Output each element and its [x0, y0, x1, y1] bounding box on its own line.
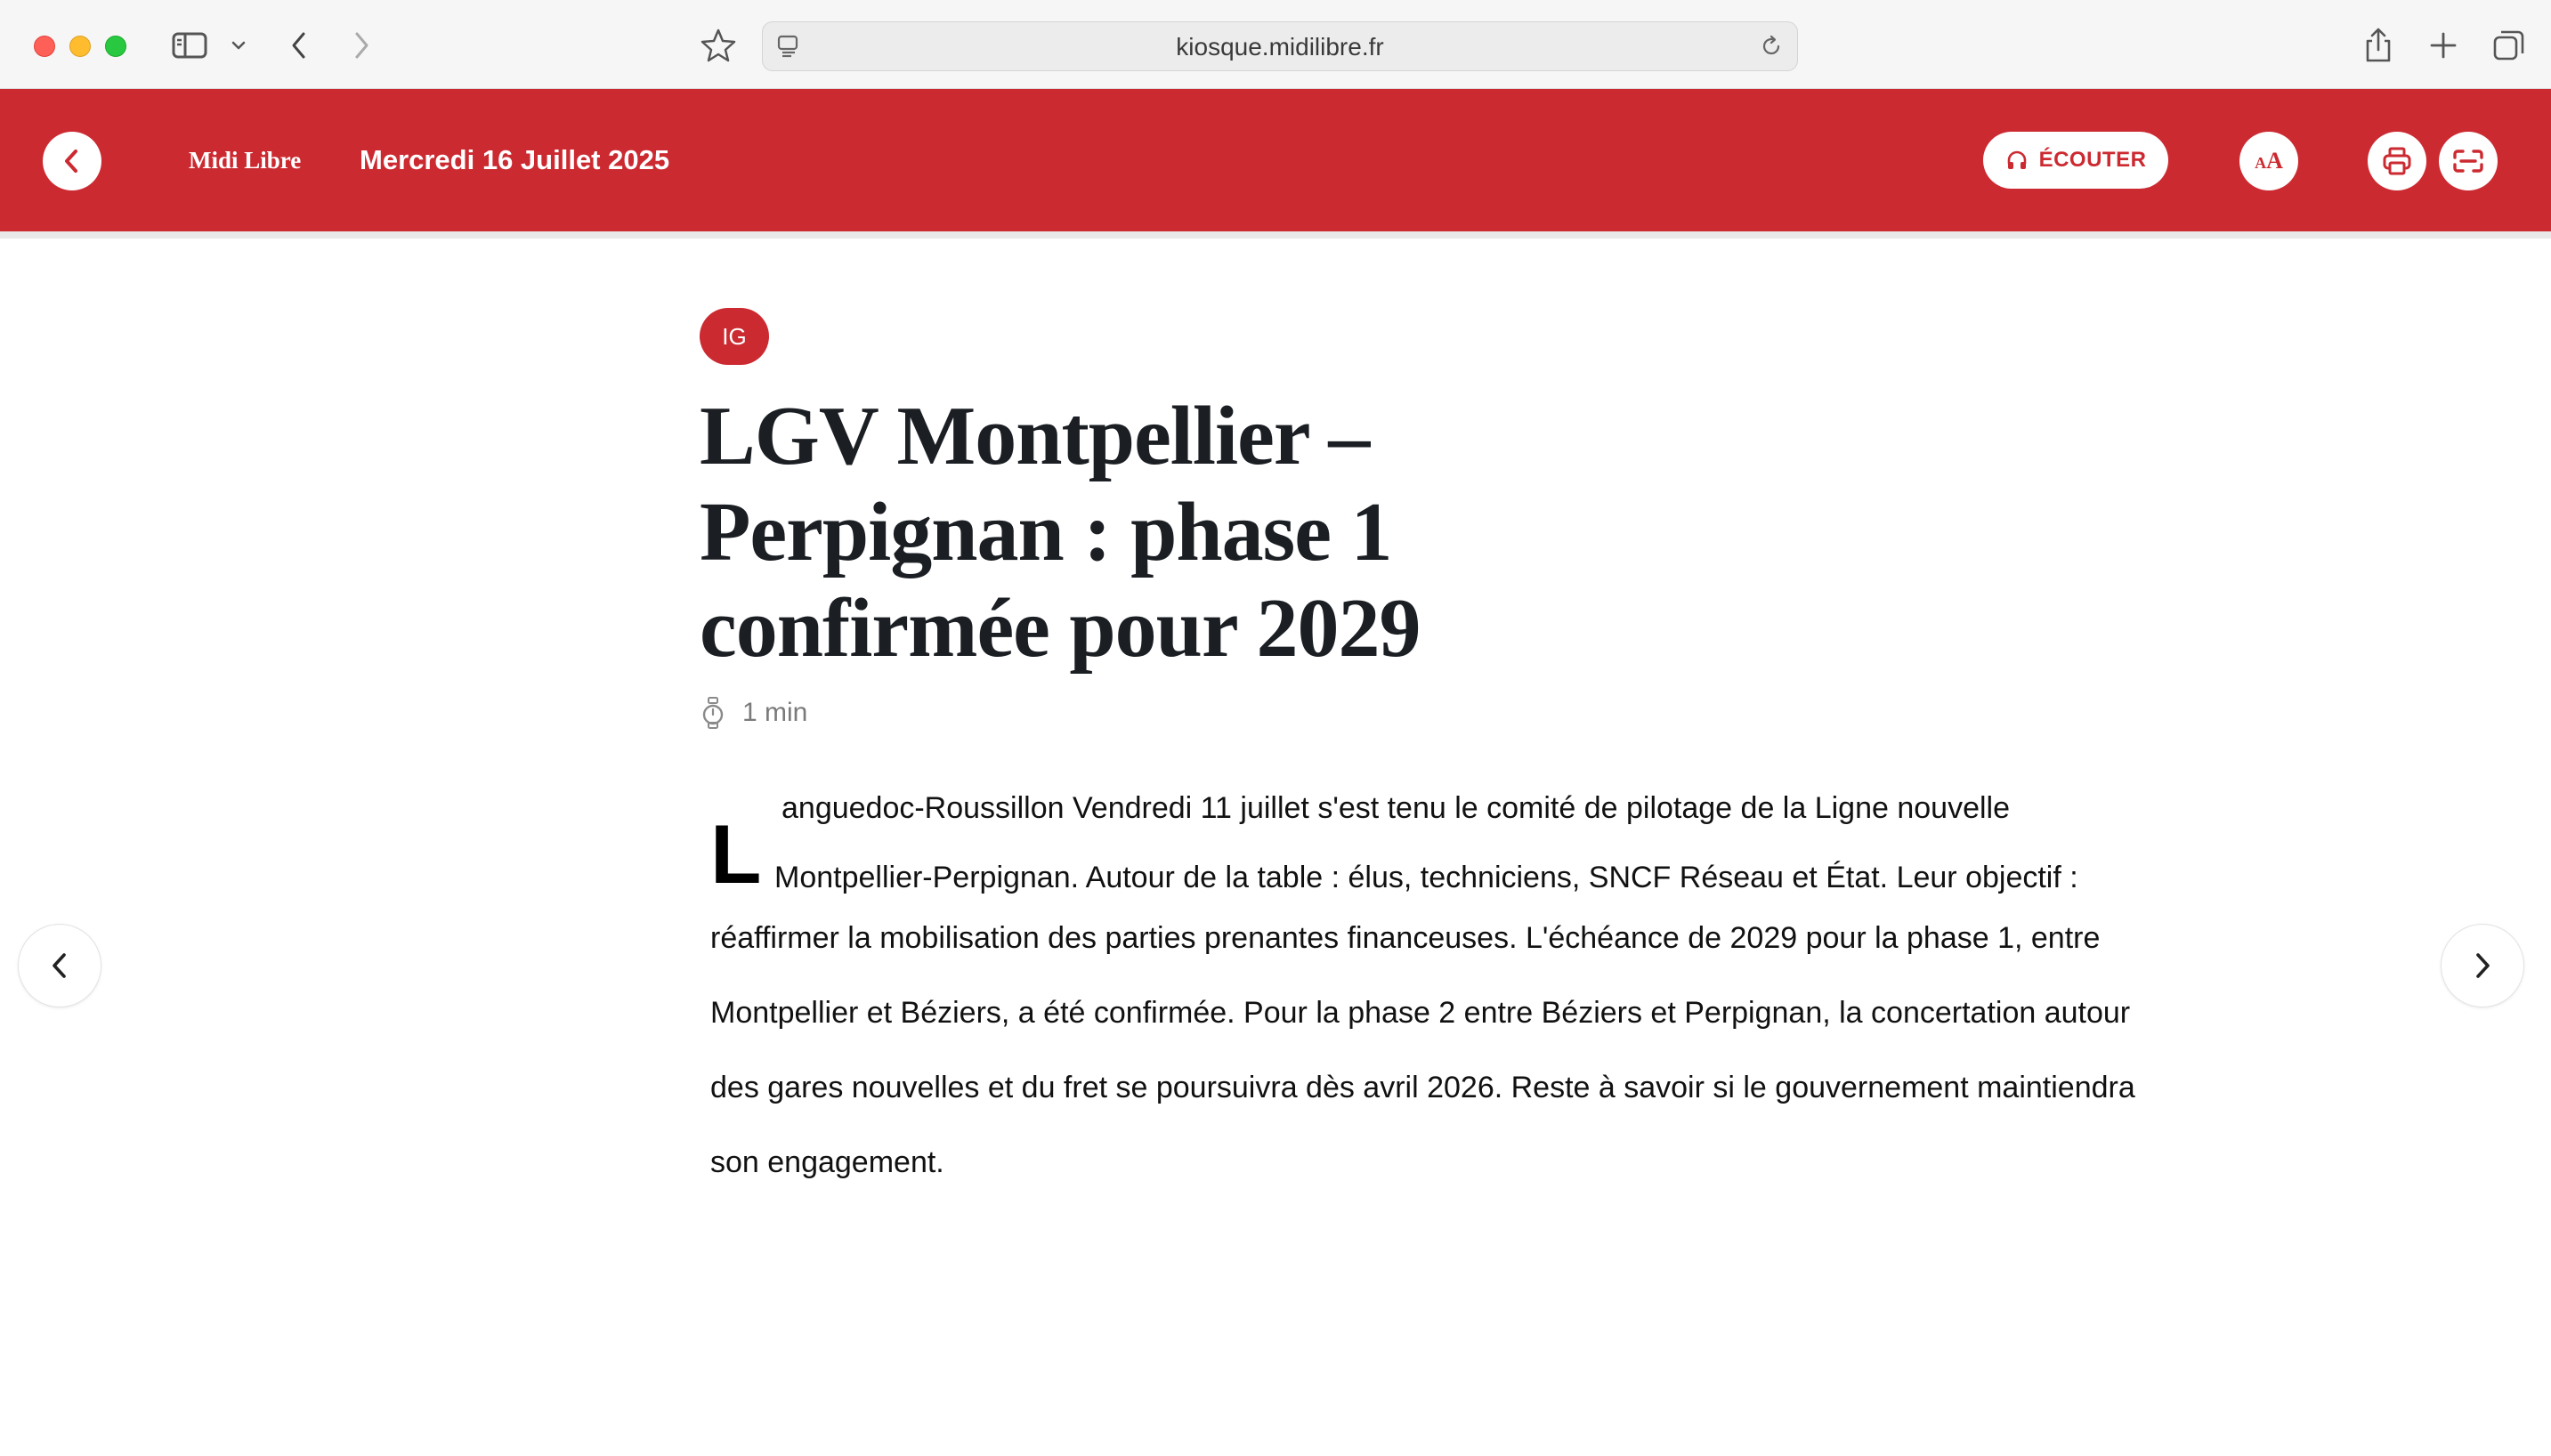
header-divider: [0, 231, 2551, 239]
chevron-left-icon: [288, 30, 310, 61]
reload-icon[interactable]: [1758, 33, 1785, 60]
close-window-button[interactable]: [34, 36, 55, 57]
tabs-icon: [2492, 28, 2526, 62]
body-line: Montpellier et Béziers, a été confirmée. Pour la phase 2 entre Béziers et Perpignan, la concertation autour: [710, 996, 2131, 1030]
chevron-right-icon: [351, 30, 372, 61]
star-icon: [701, 28, 736, 63]
rubric-tag[interactable]: IG: [700, 308, 769, 365]
title-line: Perpignan : phase 1: [700, 486, 1392, 578]
fullscreen-icon: [2451, 148, 2485, 174]
title-line: confirmée pour 2029: [700, 582, 1421, 675]
new-tab-button[interactable]: [2426, 23, 2460, 68]
share-icon: [2363, 27, 2393, 64]
chevron-down-icon: [231, 40, 247, 51]
body-line: anguedoc-Roussillon Vendredi 11 juillet s'est tenu le comité de pilotage de la Ligne nouvelle: [781, 791, 2011, 825]
chevron-right-icon: [2471, 950, 2494, 982]
tab-overview-button[interactable]: [2490, 23, 2528, 68]
reading-time-label: 1 min: [742, 698, 808, 727]
headphones-icon: [2005, 149, 2029, 172]
listen-label: ÉCOUTER: [2038, 148, 2147, 172]
title-line: LGV Montpellier –: [700, 390, 1370, 482]
url-text: kiosque.midilibre.fr: [1176, 33, 1384, 61]
previous-article-button[interactable]: [18, 924, 101, 1007]
article-title: [700, 388, 1590, 676]
fullscreen-button[interactable]: [2439, 132, 2498, 190]
browser-toolbar: [0, 0, 2551, 89]
printer-icon: [2381, 145, 2413, 177]
body-line: réaffirmer la mobilisation des parties prenantes financeuses. L'échéance de 2029 pour la phase 1, entre: [710, 921, 2101, 955]
chevron-left-icon: [59, 146, 85, 176]
body-line: son engagement.: [710, 1145, 944, 1179]
next-article-button[interactable]: [2441, 924, 2524, 1007]
sidebar-toggle-button[interactable]: [169, 23, 210, 68]
bookmark-button[interactable]: [700, 23, 737, 68]
body-line: des gares nouvelles et du fret se poursuivra dès avril 2026. Reste à savoir si le gouvernement maintiendra: [710, 1071, 2135, 1104]
browser-back-button[interactable]: [283, 23, 315, 68]
sidebar-menu-button[interactable]: [228, 23, 249, 68]
chevron-left-icon: [48, 950, 71, 982]
dropcap: L: [710, 807, 762, 901]
font-size-button[interactable]: [2239, 132, 2298, 190]
share-button[interactable]: [2361, 23, 2396, 68]
listen-button[interactable]: [1983, 132, 2168, 189]
minimize-window-button[interactable]: [69, 36, 91, 57]
font-size-icon: AA: [2255, 148, 2283, 174]
zoom-window-button[interactable]: [105, 36, 126, 57]
browser-forward-button[interactable]: [345, 23, 377, 68]
reading-time: [700, 696, 807, 730]
body-line: Montpellier-Perpignan. Autour de la table : élus, techniciens, SNCF Réseau et État. Leur objectif :: [774, 861, 2078, 894]
print-button[interactable]: [2368, 132, 2426, 190]
address-bar[interactable]: [762, 21, 1798, 71]
plus-icon: [2429, 31, 2458, 60]
sidebar-icon: [172, 31, 207, 60]
brand-name: Midi Libre: [189, 147, 302, 174]
stopwatch-icon: [700, 696, 726, 730]
edition-date: Mercredi 16 Juillet 2025: [360, 144, 670, 175]
back-button[interactable]: [43, 132, 101, 190]
